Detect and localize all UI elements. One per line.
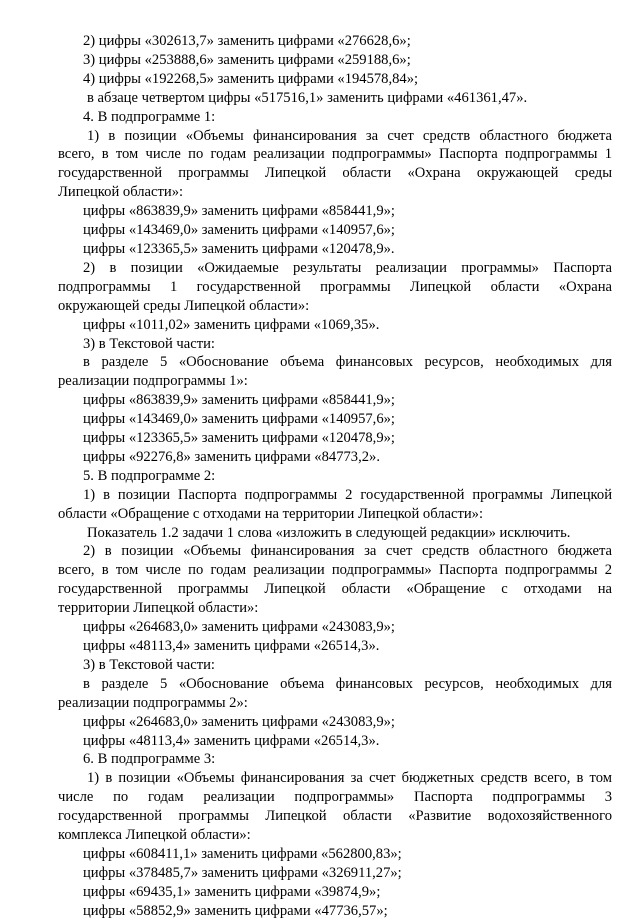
text-line: территории Липецкой области»: bbox=[58, 600, 259, 617]
text-line: 3) в Текстовой части: bbox=[83, 335, 215, 352]
text-line: цифры «863839,9» заменить цифрами «858441,9»; bbox=[83, 392, 395, 409]
text-line: 1) в позиции «Объемы финансирования за счет средств областного бюджета bbox=[87, 127, 612, 144]
text-line: цифры «123365,5» заменить цифрами «120478,9»; bbox=[83, 430, 395, 447]
text-line: всего, в том числе по годам реализации подпрограммы» Паспорта подпрограммы 2 bbox=[58, 562, 612, 579]
text-line: в абзаце четвертом цифры «517516,1» заменить цифрами «461361,47». bbox=[87, 89, 528, 106]
text-line: 2) в позиции «Ожидаемые результаты реализации программы» Паспорта bbox=[83, 259, 612, 276]
text-line: цифры «48113,4» заменить цифрами «26514,3». bbox=[83, 732, 380, 749]
text-line: числе по годам реализации подпрограммы» Паспорта подпрограммы 3 bbox=[58, 789, 612, 806]
text-line: окружающей среды Липецкой области»: bbox=[58, 297, 310, 314]
text-line: цифры «863839,9» заменить цифрами «858441,9»; bbox=[83, 203, 395, 220]
text-line: комплекса Липецкой области»: bbox=[58, 827, 251, 844]
section-heading: 5. В подпрограмме 2: bbox=[83, 467, 216, 484]
text-line: 1) в позиции «Объемы финансирования за счет бюджетных средств всего, в том bbox=[87, 770, 612, 787]
text-line: Липецкой области»: bbox=[58, 184, 184, 201]
text-line: цифры «143469,0» заменить цифрами «140957,6»; bbox=[83, 222, 395, 239]
text-line: цифры «69435,1» заменить цифрами «39874,9»; bbox=[83, 883, 381, 900]
text-line: всего, в том числе по годам реализации подпрограммы» Паспорта подпрограммы 1 bbox=[58, 146, 612, 163]
text-line: 3) в Текстовой части: bbox=[83, 656, 215, 673]
text-line: цифры «123365,5» заменить цифрами «120478,9». bbox=[83, 240, 395, 257]
text-line: 2) в позиции «Объемы финансирования за счет средств областного бюджета bbox=[83, 543, 612, 560]
text-line: 4) цифры «192268,5» заменить цифрами «194578,84»; bbox=[83, 70, 419, 87]
text-line: цифры «378485,7» заменить цифрами «326911,27»; bbox=[83, 864, 402, 881]
text-line: цифры «143469,0» заменить цифрами «140957,6»; bbox=[83, 411, 395, 428]
text-line: государственной программы Липецкой области «Охрана окружающей среды bbox=[58, 165, 612, 182]
text-line: в разделе 5 «Обоснование объема финансовых ресурсов, необходимых для bbox=[83, 675, 612, 692]
text-line: цифры «264683,0» заменить цифрами «243083,9»; bbox=[83, 619, 395, 636]
text-line: цифры «92276,8» заменить цифрами «84773,2». bbox=[83, 448, 380, 465]
section-heading: 6. В подпрограмме 3: bbox=[83, 751, 216, 768]
text-line: в разделе 5 «Обоснование объема финансовых ресурсов, необходимых для bbox=[83, 354, 612, 371]
text-line: реализации подпрограммы 2»: bbox=[58, 694, 248, 711]
text-line: цифры «48113,4» заменить цифрами «26514,3». bbox=[83, 638, 380, 654]
text-line: области «Обращение с отходами на территории Липецкой области»: bbox=[58, 505, 484, 522]
text-line: 1) в позиции Паспорта подпрограммы 2 государственной программы Липецкой bbox=[83, 486, 612, 503]
text-line: цифры «264683,0» заменить цифрами «243083,9»; bbox=[83, 713, 395, 730]
text-line: государственной программы Липецкой области «Обращение с отходами на bbox=[58, 581, 612, 598]
text-line: Показатель 1.2 задачи 1 слова «изложить в следующей редакции» исключить. bbox=[87, 524, 571, 541]
text-line: цифры «58852,9» заменить цифрами «47736,57»; bbox=[83, 902, 388, 919]
text-line: 2) цифры «302613,7» заменить цифрами «276628,6»; bbox=[83, 33, 411, 49]
text-line: цифры «608411,1» заменить цифрами «562800,83»; bbox=[83, 845, 402, 862]
text-line: государственной программы Липецкой области «Развитие водохозяйственного bbox=[58, 808, 612, 825]
text-line: 3) цифры «253888,6» заменить цифрами «259188,6»; bbox=[83, 51, 411, 68]
section-heading: 4. В подпрограмме 1: bbox=[83, 108, 216, 125]
text-line: реализации подпрограммы 1»: bbox=[58, 373, 248, 390]
text-line: цифры «1011,02» заменить цифрами «1069,35». bbox=[83, 316, 380, 333]
text-line: подпрограммы 1 государственной программы Липецкой области «Охрана bbox=[58, 278, 612, 295]
